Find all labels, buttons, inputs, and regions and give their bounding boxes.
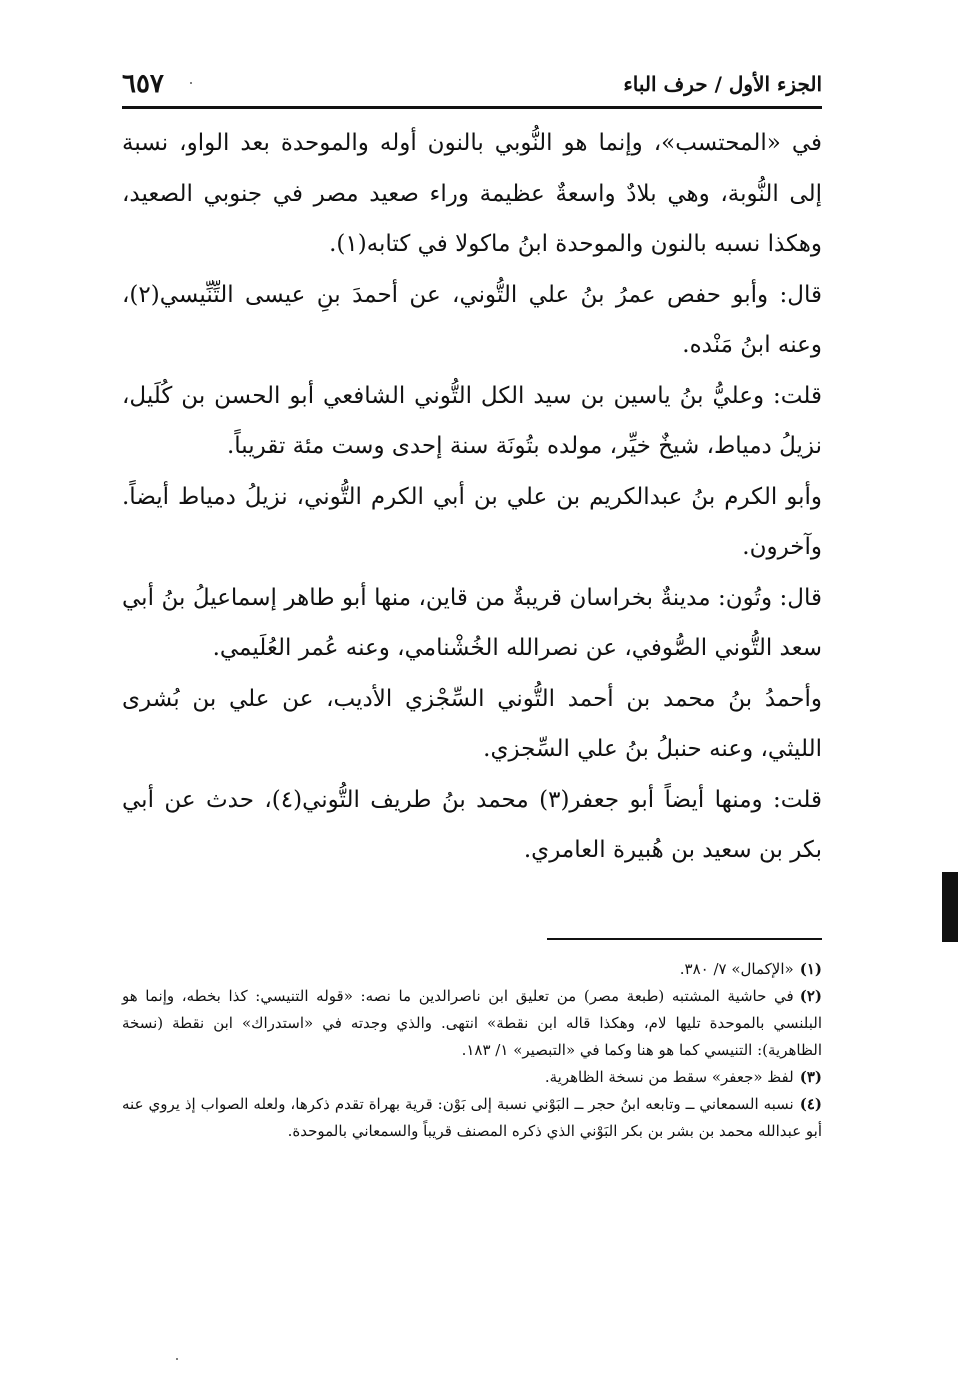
scan-speck bbox=[176, 1358, 178, 1360]
paragraph: وأبو الكرم بنُ عبدالكريم بن علي بن أبي الكرم التُّوني، نزيلُ دمياط أيضاً. وآخرون. bbox=[122, 483, 822, 560]
main-text bbox=[122, 118, 822, 876]
footnote bbox=[122, 1064, 822, 1091]
scan-speck bbox=[190, 82, 192, 84]
footnote-text: في حاشية المشتبه (طبعة مصر) من تعليق ابن ناصرالدين ما نصه: «قوله التنيسي: كذا بخطه، وإنما هو البلنسي بالموحدة تليها لام، وهكذا قاله ابن نقطة» انتهى. والذي وجدته في «استدراك» ابن نقطة (نسخة الظاهرية): التنيسي كما هو هنا وكما في «التبصير» ١/ ١٨٣. bbox=[122, 987, 822, 1059]
header-rule bbox=[122, 106, 822, 109]
page-number: ٦٥٧ bbox=[122, 69, 164, 99]
footnote-rule bbox=[547, 938, 822, 940]
paragraph: قلت: ومنها أيضاً أبو جعفر(٣) محمد بنُ طريف التُّوني(٤)، حدث عن أبي بكر بن سعيد بن هُبيرة العامري. bbox=[122, 786, 822, 863]
footnotes bbox=[122, 956, 822, 1145]
paragraph: وأحمدُ بنُ محمد بن أحمد التُّوني السِّجْزي الأديب، عن علي بن بُشرى الليثي، وعنه حنبلُ بنُ علي السِّجزي. bbox=[122, 685, 822, 762]
footnote-number: (٣) bbox=[799, 1068, 822, 1086]
footnote-text: «الإكمال» ٧/ ٣٨٠. bbox=[679, 960, 794, 978]
footnote-number: (٢) bbox=[799, 987, 822, 1005]
paragraph: في «المحتسب»، وإنما هو النُّوبي بالنون أوله والموحدة بعد الواو، نسبة إلى النُّوبة، وهي بلادٌ واسعةٌ عظيمة وراء صعيد مصر في جنوبي الصعيد، وهكذا نسبه بالنون والموحدة ابنُ ماكولا في كتابه(١). bbox=[122, 130, 822, 257]
scan-edge-mark bbox=[942, 872, 958, 942]
footnote bbox=[122, 983, 822, 1064]
paragraph: قلت: وعليُّ بنُ ياسين بن سيد الكل التُّوني الشافعي أبو الحسن بن كُلَيل، نزيلُ دمياط، شيخٌ خيِّر، مولده بتُونَة سنة إحدى وست مئة تقريباً. bbox=[122, 382, 822, 459]
footnote bbox=[122, 1091, 822, 1145]
running-head: الجزء الأول / حرف الباء bbox=[623, 72, 822, 96]
footnote-text: نسبه السمعاني ــ وتابعه ابنُ حجر ــ البَوْني نسبة إلى بَوْن: قرية بهراة تقدم ذكرها، ولعله الصواب إذ يروي عنه أبو عبدالله محمد بن بشر بن بكر البَوْني الذي ذكره المصنف قريباً والسمعاني بالموحدة. bbox=[122, 1095, 822, 1140]
page-header bbox=[122, 62, 822, 106]
footnote bbox=[122, 956, 822, 983]
footnote-number: (٤) bbox=[799, 1095, 822, 1113]
footnote-number: (١) bbox=[799, 960, 822, 978]
footnote-text: لفظ «جعفر» سقط من نسخة الظاهرية. bbox=[544, 1068, 794, 1086]
paragraph: قال: وأبو حفص عمرُ بنُ علي التُّوني، عن أحمدَ بنِ عيسى التِّنِّيسي(٢)، وعنه ابنُ مَنْده. bbox=[122, 281, 822, 358]
paragraph: قال: وتُون: مدينةٌ بخراسان قريبةٌ من قاين، منها أبو طاهر إسماعيلُ بنُ أبي سعد التُّوني الصُّوفي، عن نصرالله الخُشْنامي، وعنه عُمر العُلَيمي. bbox=[122, 584, 822, 661]
